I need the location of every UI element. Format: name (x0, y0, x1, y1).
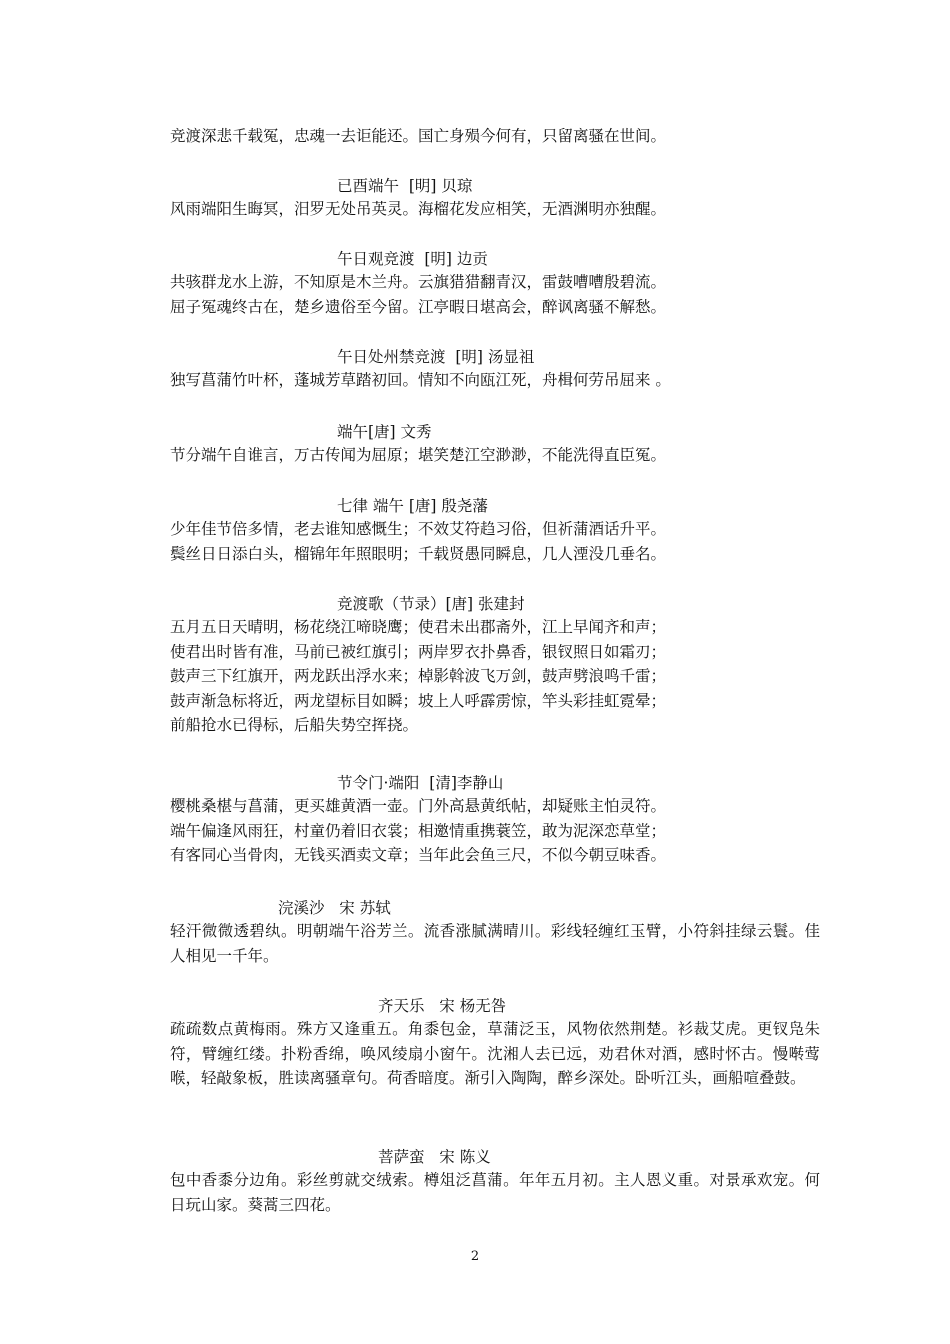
poem-block (170, 772, 820, 868)
poem-title: 七律 端午 [唐] 殷尧藩 (337, 497, 488, 515)
poem-title: 节令门·端阳 [清]李静山 (337, 774, 504, 792)
poem-line: 五月五日天晴明，杨花绕江啼晓鹰；使君未出郡斋外，江上早闻齐和声； (170, 618, 667, 636)
poem-text: 疏疏数点黄梅雨。殊方又逢重五。角黍包金，草蒲泛玉，风物依然荆楚。衫裁艾虎。更钗凫朱符，臂缠红缕。扑粉香绵，唤风绫扇小窗午。沈湘人去已远，劝君休对酒，感时怀古。慢啭莺喉，轻敲象板，胜读离骚章句。荷香暗度。渐引入陶陶，醉乡深处。卧听江头，画船喧叠鼓。 (170, 1020, 820, 1087)
poem-title: 端午[唐] 文秀 (337, 423, 432, 441)
poem-block (170, 175, 820, 222)
poem-title: 菩萨蛮 宋 陈义 (378, 1148, 491, 1166)
intro-block (170, 124, 820, 149)
poem-line: 节分端午自谁言，万古传闻为屈原；堪笑楚江空渺渺，不能洗得直臣冤。 (170, 446, 667, 464)
poem-line: 樱桃桑椹与菖蒲，更买雄黄酒一壶。门外高悬黄纸帖，却疑账主怕灵符。 (170, 797, 667, 815)
poem-block (170, 995, 820, 1091)
poem-text: 包中香黍分边角。彩丝剪就交绒索。樽俎泛菖蒲。年年五月初。主人恩义重。对景承欢宠。何日玩山家。葵蒿三四花。 (170, 1171, 820, 1214)
poem-line: 少年佳节倍多情，老去谁知感慨生；不效艾符趋习俗，但祈蒲酒话升平。 (170, 520, 667, 538)
poem-block (170, 346, 820, 393)
poem-title: 午日观竞渡 [明] 边贡 (337, 250, 488, 268)
poem-line: 使君出时皆有准，马前已被红旗引；两岸罗衣扑鼻香，银钗照日如霜刃； (170, 642, 667, 661)
poem-title: 午日处州禁竞渡 [明] 汤显祖 (337, 348, 535, 366)
poem-line: 端午偏逢风雨狂，村童仍着旧衣裳；相邀情重携蓑笠，敢为泥深恋草堂； (170, 821, 667, 840)
poem-title: 已酉端午 [明] 贝琼 (337, 177, 473, 195)
poem-line: 独写菖蒲竹叶杯，蓬城芳草踏初回。情知不向瓯江死，舟楫何劳吊屈来 。 (170, 371, 671, 389)
poem-line: 有客同心当骨肉，无钱买酒卖文章；当年此会鱼三尺，不似今朝豆味香。 (170, 846, 667, 864)
poem-line: 鼓声渐急标将近，两龙望标目如瞬；坡上人呼霹雳惊，竿头彩挂虹霓晕； (170, 691, 667, 710)
poem-line: 前船抢水已得标，后船失势空挥挠。 (170, 716, 419, 734)
poem-line: 鼓声三下红旗开，两龙跃出浮水来；棹影斡波飞万剑，鼓声劈浪鸣千雷； (170, 667, 667, 685)
poem-block (170, 593, 820, 738)
poem-block (170, 897, 820, 968)
poem-title: 竞渡歌（节录）[唐] 张建封 (337, 595, 525, 613)
poem-line: 鬓丝日日添白头，榴锦年年照眼明；千载贤愚同瞬息，几人湮没几垂名。 (170, 544, 667, 563)
intro-line: 竞渡深悲千载冤，忠魂一去讵能还。国亡身殒今何有，只留离骚在世间。 (170, 127, 667, 145)
poem-line: 屈子冤魂终古在，楚乡遗俗至今留。江亭暇日堪高会，醉讽离骚不解愁。 (170, 297, 667, 316)
poem-block (170, 421, 820, 468)
poem-block (170, 248, 820, 319)
poem-block (170, 495, 820, 566)
poem-title: 浣溪沙 宋 苏轼 (278, 899, 391, 917)
poem-line: 共骇群龙水上游，不知原是木兰舟。云旗猎猎翻青汉，雷鼓嘈嘈殷碧流。 (170, 273, 667, 291)
poem-text: 轻汗微微透碧纨。明朝端午浴芳兰。流香涨腻满晴川。彩线轻缠红玉臂，小符斜挂绿云鬟。佳人相见一千年。 (170, 922, 820, 965)
poem-title: 齐天乐 宋 杨无咎 (378, 997, 507, 1015)
page-number: 2 (470, 1249, 480, 1264)
poem-block (170, 1146, 820, 1217)
poem-line: 风雨端阳生晦冥，汨罗无处吊英灵。海榴花发应相笑，无酒渊明亦独醒。 (170, 200, 667, 218)
